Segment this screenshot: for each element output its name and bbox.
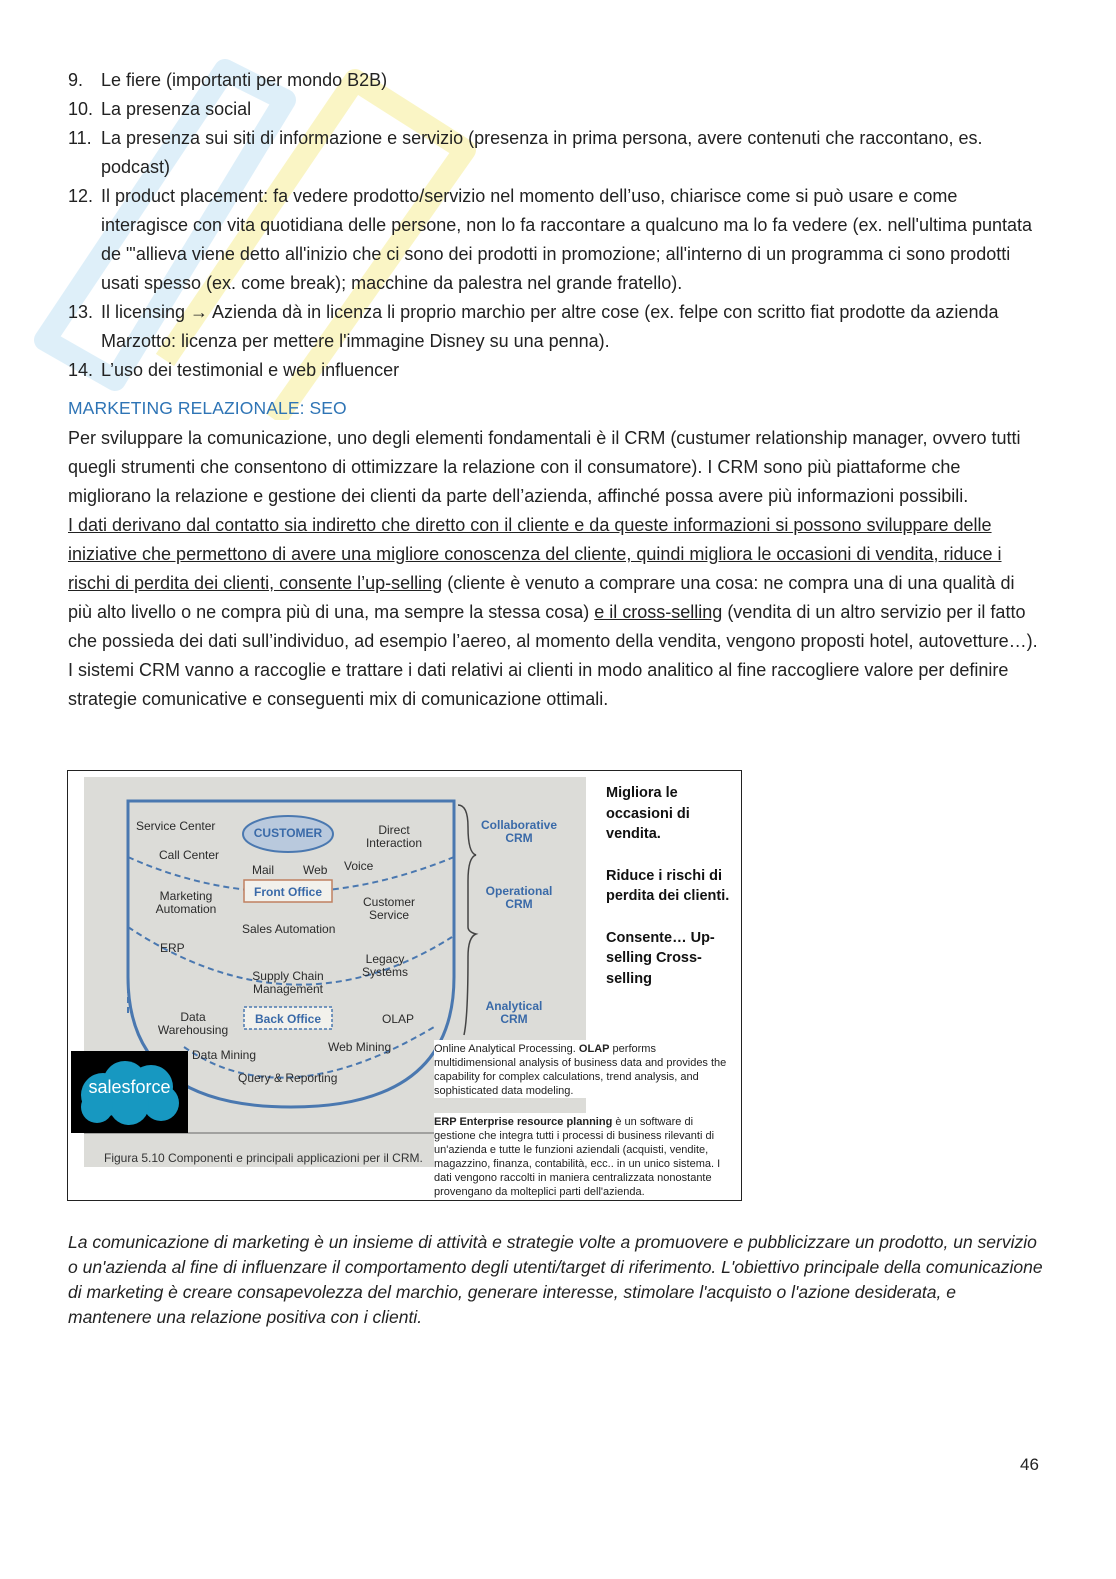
paragraph-crm-data xyxy=(68,511,1043,656)
list-item: 10. La presenza social xyxy=(68,99,252,119)
web-mining-label: Web Mining xyxy=(328,1040,392,1054)
side-note: Riduce i rischi di perdita dei clienti. xyxy=(606,867,730,904)
marketing-automation-label: Marketing Automation xyxy=(155,889,217,916)
sales-automation-label: Sales Automation xyxy=(242,922,336,936)
olap-note: Online Analytical Processing. OLAP performs multidimensional analysis of business data and provides the capability for complex calculations, trend analysis, and sophisticated data modeling. xyxy=(434,1040,734,1098)
page-number: 46 xyxy=(1020,1455,1039,1474)
italic-paragraph: La comunicazione di marketing è un insieme di attività e strategie volte a promuovere e pubblicizzare un prodotto, un servizio o un'azienda al fine di influenzare il comportamento degli utenti/target di riferimento. L'obiettivo principale della comunicazione di marketing è creare consapevolezza del marchio, generare interesse, stimolare l'acquisto o l'azione desiderata, e mantenere una relazione positiva con i clienti. xyxy=(68,1232,1043,1327)
plain-text: (vendita di un altro servizio per il fatto che possieda dei dati sull’individuo, ad esempio l’aereo, al momento della vendita, vengono proposti hotel, autovetture…). xyxy=(68,602,1038,651)
customer-service-label: Customer Service xyxy=(362,895,415,922)
list-item: 9. Le fiere (importanti per mondo B2B) xyxy=(68,70,388,90)
erp-note: ERP Enterprise resource planning è un software di gestione che integra tutti i processi di business rilevanti di un'azienda e tutte le funzioni aziendali (acquisti, vendite, magazzino, finanza, contabilità, ecc.. in un unico sistema. I dati vengono raccolti in maniera centralizzata nonostante provengano da molteplici parti dell'azienda. xyxy=(434,1113,734,1199)
legacy-systems-label: Legacy Systems xyxy=(361,952,408,979)
customer-label: CUSTOMER xyxy=(253,826,323,840)
service-center-label: Service Center xyxy=(136,819,216,833)
figure-caption: Figura 5.10 Componenti e principali applicazioni per il CRM. xyxy=(104,1151,423,1165)
body-text xyxy=(68,424,1043,714)
olap-label: OLAP xyxy=(382,1012,415,1026)
call-center-label: Call Center xyxy=(159,848,220,862)
numbered-list xyxy=(68,66,1048,385)
erp-label: ERP xyxy=(160,941,185,955)
salesforce-logo xyxy=(71,1051,188,1133)
underlined-text: e il cross-selling xyxy=(594,602,723,622)
direct-interaction-label: Direct Interaction xyxy=(365,823,423,850)
list-item: 13. Il licensing → Azienda dà in licenza li proprio marchio per altre cose (ex. felpe con scritto fiat prodotte da azienda Marzotto: licenza per mettere l'immagine Disney su una penna). xyxy=(68,302,999,351)
crm-figure xyxy=(67,770,742,1201)
front-office-label: Front Office xyxy=(254,885,322,899)
list-item: 11. La presenza sui siti di informazione e servizio (presenza in prima persona, avere contenuti che raccontano, es. podcast) xyxy=(68,128,983,177)
back-office-label: Back Office xyxy=(254,1012,322,1026)
list-item: 14. L’uso dei testimonial e web influencer xyxy=(68,360,400,380)
data-mining-label: Data Mining xyxy=(192,1048,257,1062)
mail-label: Mail xyxy=(252,863,275,877)
plain-text: (cliente è venuto a comprare una cosa: ne compra una di una qualità di più alto livello o ne compra più di una, ma sempre la stessa cosa) xyxy=(68,573,1015,622)
analytical-crm-label: Analytical CRM xyxy=(485,999,543,1026)
operational-crm-label: Operational CRM xyxy=(485,884,553,911)
voice-label: Voice xyxy=(344,859,374,873)
underlined-text: I dati derivano dal contatto sia indiretto che diretto con il cliente e da queste informazioni si possono sviluppare delle iniziative che permettono di avere una migliore conoscenza del cliente, quindi migliora le occasioni di vendita, riduce i rischi di perdita dei clienti, consente l’up-selling xyxy=(68,515,1002,593)
paragraph-crm-intro: Per sviluppare la comunicazione, uno degli elementi fondamentali è il CRM (custumer relationship manager, ovvero tutti quegli strumenti che consentono di ottimizzare la relazione con il consumatore). I CRM sono più piattaforme che migliorano la relazione e gestione dei clienti da parte dell’azienda, affinché possa avere più informazioni possibili. xyxy=(68,428,1021,506)
salesforce-logo-text: salesforce xyxy=(88,1077,171,1097)
section-heading: MARKETING RELAZIONALE: SEO xyxy=(68,398,347,418)
side-note: Consente… Up-selling Cross-selling xyxy=(606,929,715,987)
side-note: Migliora le occasioni di vendita. xyxy=(606,785,690,842)
paragraph-crm-systems: I sistemi CRM vanno a raccoglie e trattare i dati relativi ai clienti in modo analitico al fine raccogliere valore per definire strategie comunicative e conseguenti mix di comunicazione ottimali. xyxy=(68,660,1009,709)
data-warehousing-label: Data Warehousing xyxy=(157,1010,229,1037)
collaborative-crm-label: Collaborative CRM xyxy=(480,818,558,845)
supply-chain-label: Supply Chain Management xyxy=(252,969,324,996)
web-label: Web xyxy=(303,863,328,877)
list-item: 12. Il product placement: fa vedere prodotto/servizio nel momento dell’uso, chiarisce come si può usare e come interagisce con vita quotidiana delle persone, non lo fa raccontare a qualcuno ma lo fa vedere (ex. nell'ultima puntata de "'allieva viene detto all'inizio che ci sono dei prodotti in promozione; all'interno di un programma ci sono prodotti usati spesso (ex. come break); macchine da palestra nel grande fratello). xyxy=(68,186,1033,293)
query-reporting-label: Query & Reporting xyxy=(238,1071,338,1085)
side-notes xyxy=(606,783,736,1010)
